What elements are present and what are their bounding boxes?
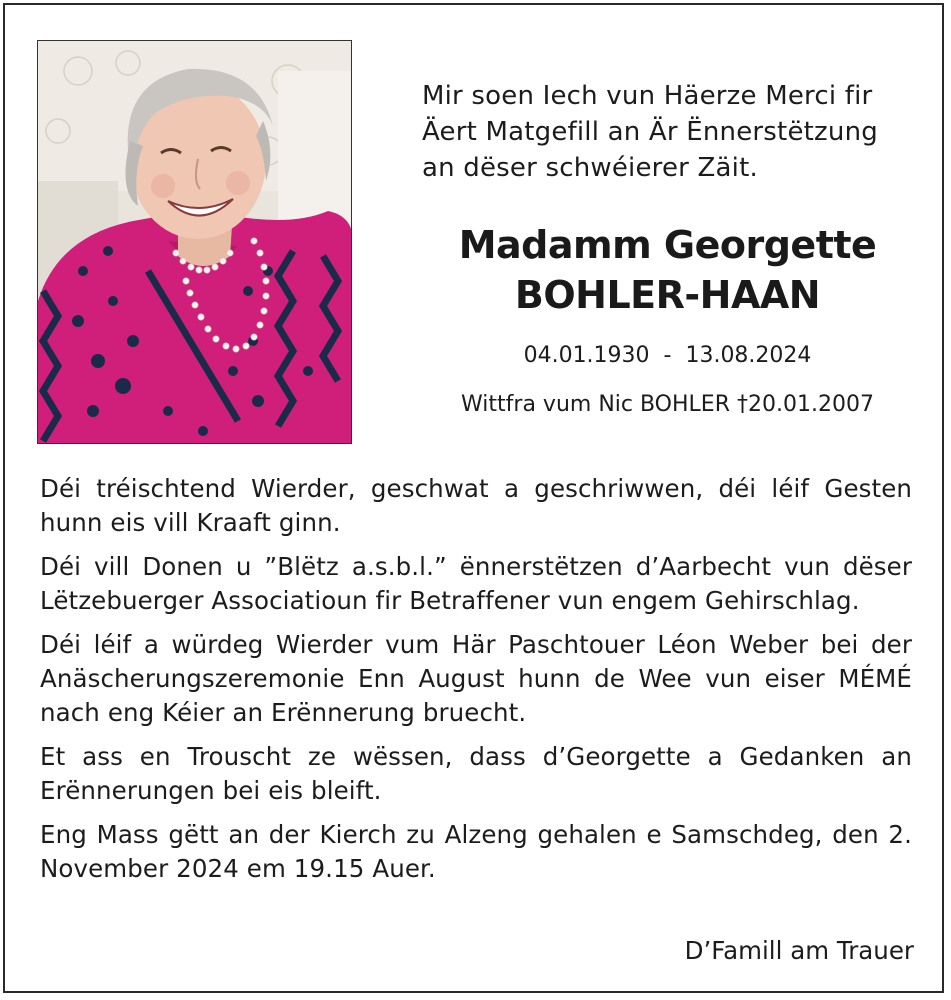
paragraph-ceremony: Déi léif a würdeg Wierder vum Här Paschtouer Léon Weber bei der Anäscherungszeremonie Enn August hunn de Wee vun eiser MÉMÉ nach eng Kéier an Erënnerung bruecht. <box>40 630 912 727</box>
life-dates: 04.01.1930 - 13.08.2024 <box>523 343 812 368</box>
thank-you-intro <box>422 78 917 186</box>
deceased-surname-line: BOHLER-HAAN <box>514 273 821 317</box>
paragraph-donations: Déi vill Donen u ”Blëtz a.s.b.l.” ënnerstëtzen d’Aarbecht vun dëser Lëtzebuerger Associatioun fir Betraffener vun engem Gehirschlag. <box>40 552 912 615</box>
deceased-name <box>380 220 951 320</box>
deceased-title-line: Madamm Georgette <box>458 223 877 267</box>
paragraph-mass: Eng Mass gëtt an der Kierch zu Alzeng gehalen e Samschdeg, den 2. November 2024 em 19.15 Auer. <box>40 820 912 883</box>
widow-note: Wittfra vum Nic BOHLER †20.01.2007 <box>461 392 874 417</box>
message-body <box>40 472 912 896</box>
paragraph-consolation: Déi tréischtend Wierder, geschwat a geschriwwen, déi léif Gesten hunn eis vill Kraaft ginn. <box>40 474 912 537</box>
intro-line-1: Mir soen Iech vun Häerze Merci fir <box>422 81 873 111</box>
intro-line-2: Äert Matgefill an Är Ënnerstëtzung <box>422 117 878 147</box>
portrait-photo <box>37 40 352 444</box>
family-signature: D’Famill am Trauer <box>684 936 914 965</box>
intro-line-3: an dëser schwéierer Zäit. <box>422 153 758 183</box>
paragraph-memory: Et ass en Trouscht ze wëssen, dass d’Georgette a Gedanken an Erënnerungen bei eis bleift. <box>40 742 912 805</box>
